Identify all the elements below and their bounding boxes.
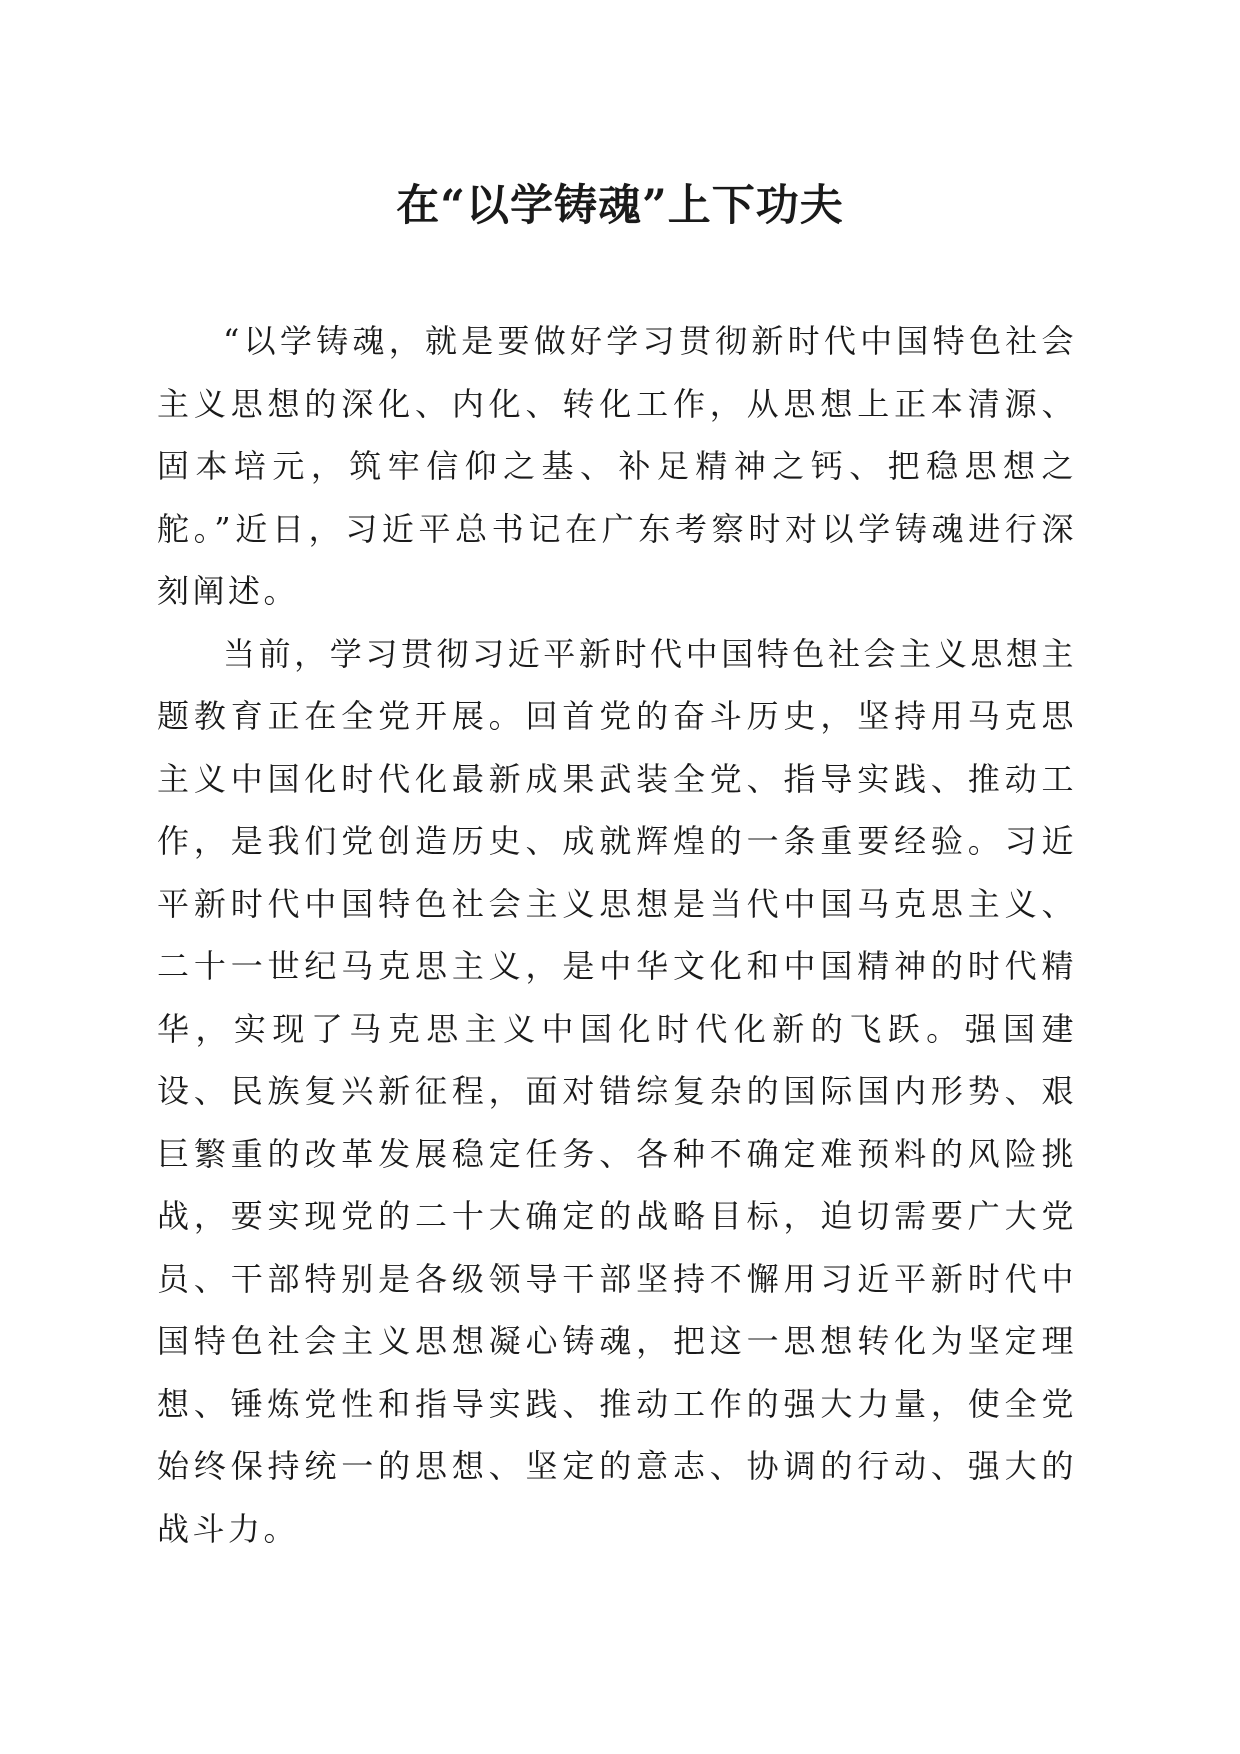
paragraph-1: “以学铸魂，就是要做好学习贯彻新时代中国特色社会主义思想的深化、内化、转化工作，从思想上正本清源、固本培元，筑牢信仰之基、补足精神之钙、把稳思想之舵。”近日，习近平总书记在广东考察时对以学铸魂进行深刻阐述。 (157, 322, 1077, 610)
paragraph-2: 当前，学习贯彻习近平新时代中国特色社会主义思想主题教育正在全党开展。回首党的奋斗历史，坚持用马克思主义中国化时代化最新成果武装全党、指导实践、推动工作，是我们党创造历史、成就辉煌的一条重要经验。习近平新时代中国特色社会主义思想是当代中国马克思主义、二十一世纪马克思主义，是中华文化和中国精神的时代精华，实现了马克思主义中国化时代化新的飞跃。强国建设、民族复兴新征程，面对错综复杂的国际国内形势、艰巨繁重的改革发展稳定任务、各种不确定难预料的风险挑战，要实现党的二十大确定的战略目标，迫切需要广大党员、干部特别是各级领导干部坚持不懈用习近平新时代中国特色社会主义思想凝心铸魂，把这一思想转化为坚定理想、锤炼党性和指导实践、推动工作的强大力量，使全党始终保持统一的思想、坚定的意志、协调的行动、强大的战斗力。 (157, 634, 1077, 1548)
document-body (157, 310, 1077, 1560)
document-title: 在“以学铸魂”上下功夫 (396, 181, 844, 231)
